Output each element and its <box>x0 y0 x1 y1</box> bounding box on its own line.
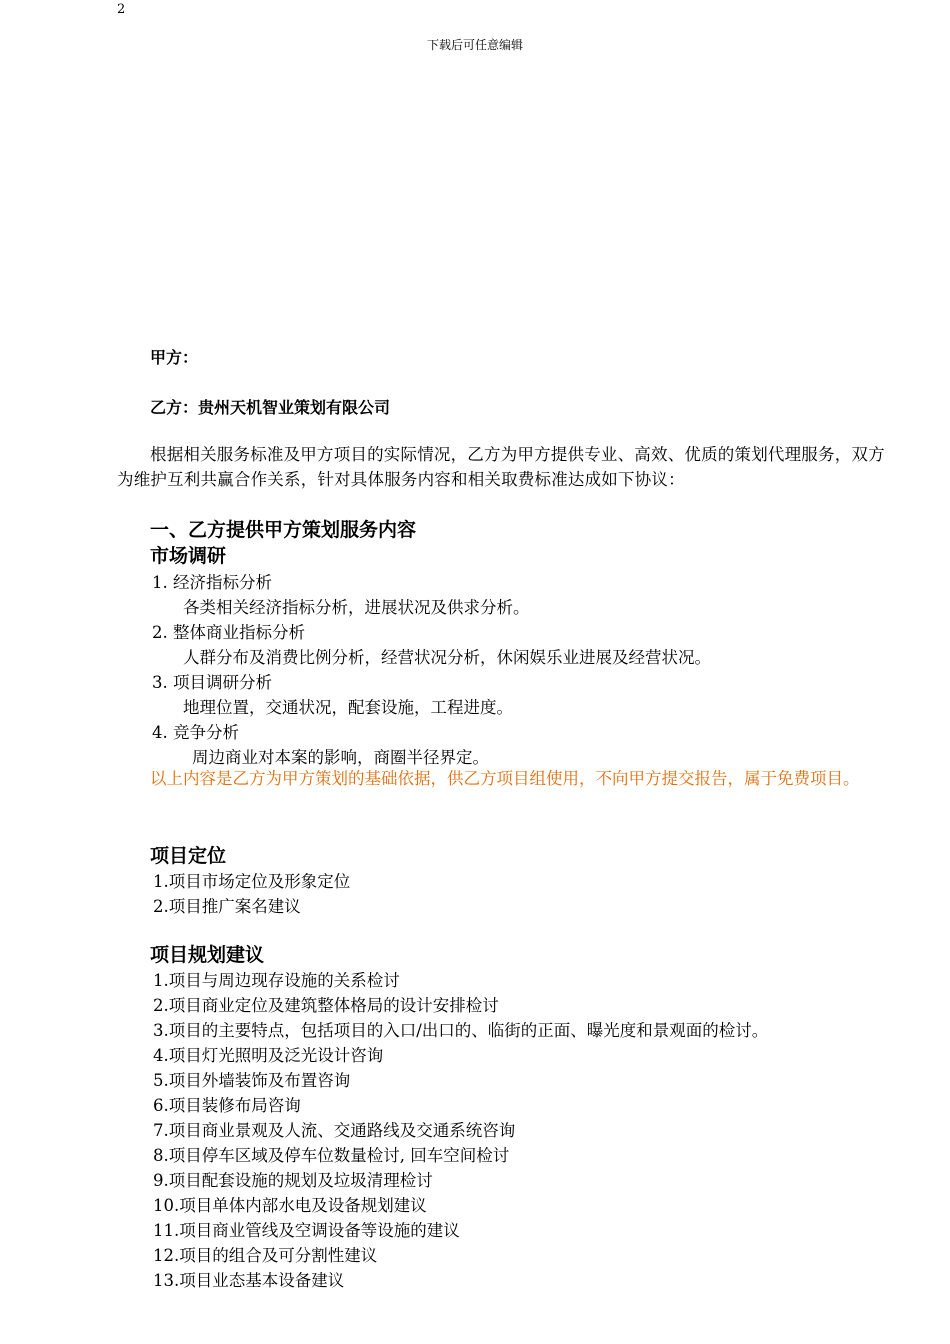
market-research-heading: 市场调研 <box>150 545 227 567</box>
positioning-item: 2.项目推广案名建议 <box>153 897 301 916</box>
planning-item: 3.项目的主要特点，包括项目的入口/出口的、临街的正面、曝光度和景观面的检讨。 <box>153 1021 769 1040</box>
market-item-title: 2. 整体商业指标分析 <box>152 623 305 642</box>
market-item-desc: 人群分布及消费比例分析，经营状况分析，休闲娱乐业进展及经营状况。 <box>183 648 711 667</box>
positioning-item: 1.项目市场定位及形象定位 <box>153 872 351 891</box>
planning-item: 2.项目商业定位及建筑整体格局的设计安排检讨 <box>153 996 499 1015</box>
planning-item: 7.项目商业景观及人流、交通路线及交通系统咨询 <box>153 1121 516 1140</box>
party-a-label: 甲方： <box>150 348 199 367</box>
market-item-title: 1. 经济指标分析 <box>152 573 272 592</box>
party-b-label: 乙方：贵州天机智业策划有限公司 <box>150 398 391 417</box>
planning-item: 5.项目外墙装饰及布置咨询 <box>153 1071 351 1090</box>
page-number: 2 <box>117 2 126 17</box>
intro-paragraph: 根据相关服务标准及甲方项目的实际情况，乙方为甲方提供专业、高效、优质的策划代理服务，双方为维护互利共赢合作关系，针对具体服务内容和相关取费标准达成如下协议： <box>117 445 885 489</box>
market-research-note: 以上内容是乙方为甲方策划的基础依据，供乙方项目组使用，不向甲方提交报告，属于免费项目。 <box>150 769 860 788</box>
planning-item: 10.项目单体内部水电及设备规划建议 <box>153 1196 427 1215</box>
planning-item: 1.项目与周边现存设施的关系检讨 <box>153 971 400 990</box>
market-item-title: 4. 竞争分析 <box>152 723 239 742</box>
planning-item: 9.项目配套设施的规划及垃圾清理检讨 <box>153 1171 433 1190</box>
market-item-desc: 周边商业对本案的影响，商圈半径界定。 <box>192 748 489 767</box>
section-title: 一、乙方提供甲方策划服务内容 <box>150 519 417 541</box>
planning-item: 12.项目的组合及可分割性建议 <box>153 1246 378 1265</box>
market-item-desc: 地理位置，交通状况，配套设施，工程进度。 <box>183 698 513 717</box>
header-note: 下载后可任意编辑 <box>426 38 523 52</box>
planning-item: 8.项目停车区域及停车位数量检讨, 回车空间检讨 <box>153 1146 510 1165</box>
market-item-title: 3. 项目调研分析 <box>152 673 272 692</box>
planning-heading: 项目规划建议 <box>150 944 265 966</box>
planning-item: 13.项目业态基本设备建议 <box>153 1271 345 1290</box>
planning-item: 4.项目灯光照明及泛光设计咨询 <box>153 1046 384 1065</box>
positioning-heading: 项目定位 <box>150 845 227 867</box>
planning-item: 6.项目装修布局咨询 <box>153 1096 301 1115</box>
market-item-desc: 各类相关经济指标分析，进展状况及供求分析。 <box>183 598 530 617</box>
planning-item: 11.项目商业管线及空调设备等设施的建议 <box>153 1221 460 1240</box>
